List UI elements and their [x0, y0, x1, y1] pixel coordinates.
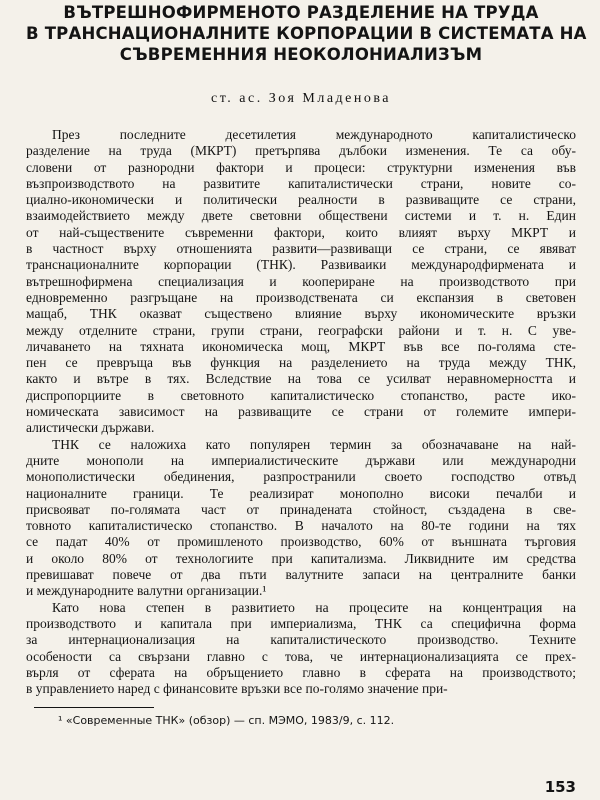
title-line: СЪВРЕМЕННИЯ НЕОКОЛОНИАЛИЗЪМ — [119, 45, 483, 64]
text-line: присвояват по-голямата част от принадената стойност, създадена в све- — [26, 501, 576, 517]
text-line: върля от сферата на обръщението главно в сферата на производството; — [26, 664, 576, 680]
text-line: ТНК се наложиха като популярен термин за обозначаване на най- — [52, 436, 576, 452]
text-line: дните монополи на империалистическите държави или международни — [26, 452, 576, 468]
text-line: товното капиталистическо стопанство. В началото на 80-те години на тях — [26, 518, 576, 534]
text-line: диспропорциите в световното капиталистическо стопанство, расте ико- — [26, 387, 576, 403]
paragraph-3 — [26, 600, 576, 698]
text-line: както и вътре в тях. Вследствие на това се усилват неравномерността и — [26, 371, 576, 387]
title-line: ВЪТРЕШНОФИРМЕНОТО РАЗДЕЛЕНИЕ НА ТРУДА — [63, 3, 539, 22]
text-line: алистически държави. — [26, 420, 155, 436]
title-line: В ТРАНСНАЦИОНАЛНИТЕ КОРПОРАЦИИ В СИСТЕМАТА НА — [26, 24, 587, 43]
text-line: словени от разнородни фактори и процеси: структурни изменения във — [26, 159, 576, 175]
paragraph-1 — [26, 127, 576, 437]
text-line: личаването на тяхната икономическа мощ, МКРТ във все по-голяма сте- — [26, 338, 576, 354]
text-line: взаимодействието между двете световни обществени системи и т. н. Един — [26, 208, 576, 224]
text-line: производството и капитала при империализма, ТНК са специфична форма — [26, 615, 576, 631]
text-line: за интернационализация на капиталистическото производство. Техните — [26, 632, 576, 648]
footnote: ¹ «Современные ТНК» (обзор) — сп. МЭМО, 1983/9, с. 112. — [58, 714, 395, 728]
text-line: Като нова степен в развитието на процесите на концентрация на — [52, 599, 576, 615]
text-line: едновременно разгръщане на производствената си експанзия в световен — [26, 289, 576, 305]
text-line: се падат 40% от промишленото производство, 60% от външната търговия — [26, 534, 576, 550]
text-line: вътрешнофирмена специализация и коопериране на производството при — [26, 273, 576, 289]
text-line: и около 80% от технологиите при капитализма. Ликвидните им средства — [26, 550, 576, 566]
text-line: от най-съществените съвременни фактори, които влияят върху МКРТ и — [26, 224, 576, 240]
footnote-divider — [34, 707, 154, 708]
text-line: в управлението наред с финансовите връзки все по-голямо значение при- — [26, 681, 448, 697]
author-name: ст. ас. Зоя Младенова — [210, 91, 391, 106]
text-line: През последните десетилетия международното капиталистическо — [52, 127, 576, 142]
text-line: транснационалните корпорации (ТНК). Развиваики международфирмената и — [26, 257, 576, 273]
text-line: мащаб, ТНК оказват съществено влияние върху икономическите връзки — [26, 306, 576, 322]
page-number: 153 — [544, 778, 576, 796]
text-line: в частност върху отношенията развити—развиващи се страни, се явяват — [26, 241, 576, 257]
text-line: възпроизводството на развитите капиталистически страни, новите со- — [26, 175, 576, 191]
paragraph-2 — [26, 437, 576, 600]
text-line: пен се превръща във функция на разделението на труда между ТНК, — [26, 355, 576, 371]
text-line: между отделните страни, групи страни, географски райони и т. н. С уве- — [26, 322, 576, 338]
text-line: монополистически обединения, разпространили своето господство отвъд — [26, 469, 576, 485]
text-line: циално-икономически и политически реалности в развиващите се страни, — [26, 192, 576, 208]
article-title — [26, 2, 587, 65]
text-line: националните граници. Те реализират монополно високи печалби и — [26, 485, 576, 501]
text-line: особености са свързани главно с това, че интернационализацията се прех- — [26, 648, 576, 664]
text-line: номическата зависимост на развиващите се страни от големите импери- — [26, 404, 576, 420]
text-line: разделение на труда (МКРТ) претърпява дълбоки изменения. Те са обу- — [26, 143, 576, 159]
text-line: превишават повече от два пъти валутните запаси на централните банки — [26, 567, 576, 583]
text-line: и международните валутни организации.¹ — [26, 583, 267, 599]
